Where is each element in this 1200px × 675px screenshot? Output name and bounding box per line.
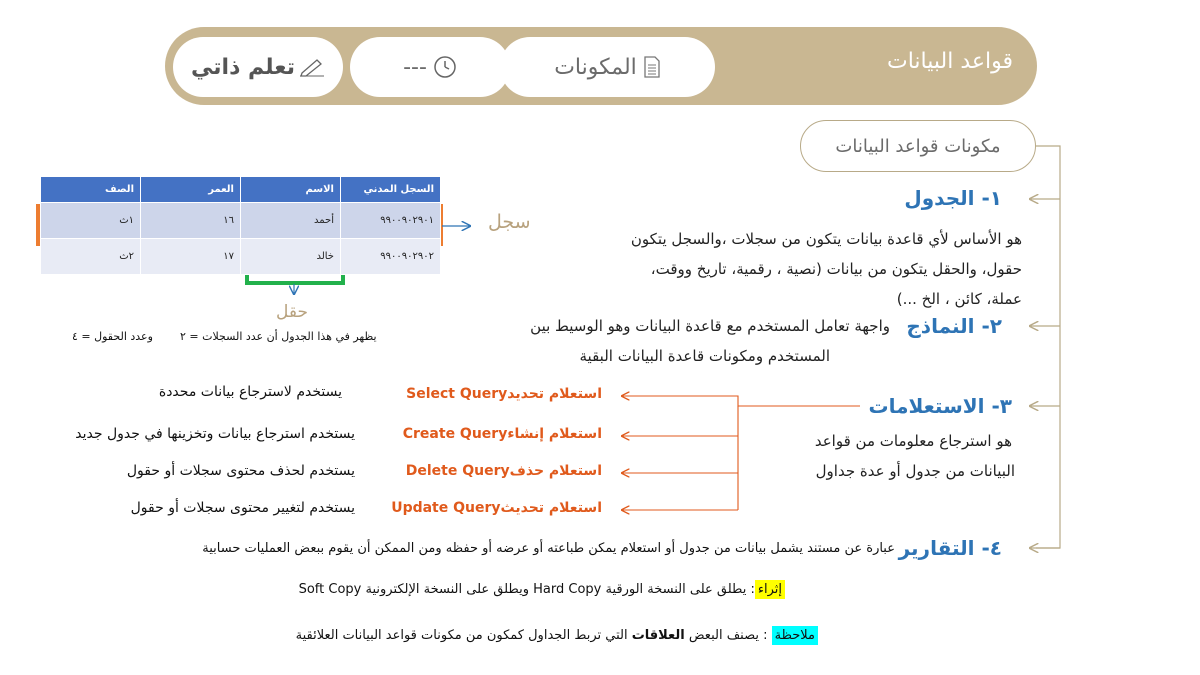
table-cell: ١٦	[141, 203, 241, 239]
heading-forms: ٢- النماذج	[906, 314, 1002, 338]
column-header: السجل المدني	[341, 177, 441, 203]
query-update-desc: يستخدم لتغيير محتوى سجلات أو حقول	[130, 500, 355, 516]
table-note-records: يظهر في هذا الجدول أن عدد السجلات = ٢	[180, 330, 377, 343]
reports-desc: عبارة عن مستند يشمل بيانات من جدول أو استعلام يمكن طباعته أو عرضه أو حفظه ومن الممكن أن يقوم ببعض العمليات حسابية	[202, 541, 895, 556]
record-label: سجل	[488, 211, 531, 233]
table-cell: ١ث	[41, 203, 141, 239]
main-bracket	[1036, 146, 1060, 548]
table-desc-line-2: حقول، والحقل يتكون من بيانات (نصية ، رقمية، تاريخ ووقت،	[650, 260, 1022, 278]
table-header-row	[41, 177, 441, 203]
table-row	[41, 203, 441, 239]
column-header: الصف	[41, 177, 141, 203]
table-cell: ٩٩٠٠٩٠٢٩٠٢	[341, 239, 441, 275]
queries-desc-line-1: هو استرجاع معلومات من قواعد	[814, 432, 1012, 450]
table-desc-line-3: عملة، كائن ، الخ ...)	[896, 290, 1022, 308]
table-cell: ٢ث	[41, 239, 141, 275]
tab-components-label: المكونات	[554, 54, 637, 80]
query-delete-desc: يستخدم لحذف محتوى سجلات أو حقول	[126, 463, 355, 479]
query-select-desc: يستخدم لاسترجاع بيانات محددة	[158, 384, 342, 400]
enrichment-line	[299, 582, 785, 597]
query-create-name: استعلام إنشاءCreate Query	[402, 426, 602, 442]
note-bold: العلاقات	[631, 628, 685, 643]
column-header: العمر	[141, 177, 241, 203]
components-title: مكونات قواعد البيانات	[835, 135, 1001, 157]
table-note-fields: وعدد الحقول = ٤	[72, 330, 153, 343]
heading-table: ١- الجدول	[904, 186, 1002, 210]
field-label: حقل	[276, 302, 308, 322]
queries-desc-line-2: البيانات من جدول أو عدة جداول	[815, 462, 1015, 480]
table-cell: ٩٩٠٠٩٠٢٩٠١	[341, 203, 441, 239]
enrichment-text: : يطلق على النسخة الورقية Hard Copy ويطلق على النسخة الإلكترونية Soft Copy	[298, 582, 755, 597]
query-create-desc: يستخدم استرجاع بيانات وتخزينها في جدول جديد	[75, 426, 355, 442]
note-text-before: : يصنف البعض	[684, 628, 772, 643]
tab-self-learning-label: تعلم ذاتي	[191, 54, 295, 80]
forms-desc-line-2: المستخدم ومكونات قاعدة البيانات البقية	[579, 347, 830, 365]
forms-desc-line-1: واجهة تعامل المستخدم مع قاعدة البيانات وهو الوسيط بين	[530, 317, 890, 335]
note-text-after: التي تربط الجداول كمكون من مكونات قواعد البيانات العلائقية	[295, 628, 632, 643]
page-title: قواعد البيانات	[887, 49, 1013, 74]
note-label: ملاحظة	[772, 626, 818, 645]
table-desc-line-1: هو الأساس لأي قاعدة بيانات يتكون من سجلات ،والسجل يتكون	[630, 230, 1022, 248]
enrichment-label: إثراء	[755, 580, 785, 599]
arrow-select-query	[622, 396, 860, 406]
query-update-name: استعلام تحديثUpdate Query	[391, 500, 602, 516]
heading-queries: ٣- الاستعلامات	[868, 394, 1012, 418]
example-table	[40, 176, 441, 275]
heading-reports: ٤- التقارير	[898, 536, 1002, 560]
query-select-name: استعلام تحديدSelect Query	[406, 386, 602, 402]
table-cell: خالد	[241, 239, 341, 275]
query-delete-name: استعلام حذفDelete Query	[405, 463, 602, 479]
tab-time-label: ---	[403, 54, 427, 80]
note-line	[296, 628, 818, 643]
column-header: الاسم	[241, 177, 341, 203]
table-cell: أحمد	[241, 203, 341, 239]
table-row	[41, 239, 441, 275]
table-cell: ١٧	[141, 239, 241, 275]
